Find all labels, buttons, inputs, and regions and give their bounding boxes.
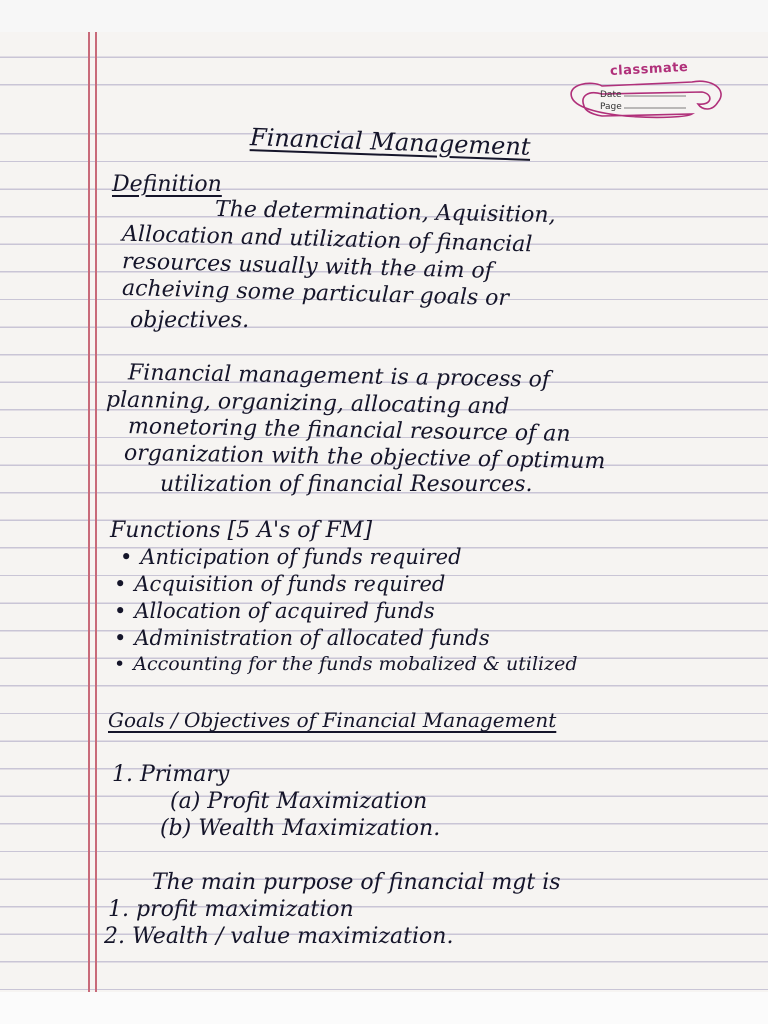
definition-line: objectives.	[130, 308, 250, 333]
function-item-text: Anticipation of funds required	[140, 545, 462, 569]
bullet-icon: •	[114, 626, 127, 650]
function-item-text: Administration of allocated funds	[134, 626, 490, 650]
paragraph-line: Financial management is a process of	[127, 360, 551, 393]
paragraph-line: planning, organizing, allocating and	[105, 387, 510, 420]
margin-line	[95, 32, 97, 992]
classmate-logo	[562, 59, 728, 122]
functions-heading: Functions [5 A's of FM]	[110, 518, 373, 543]
background-top	[0, 0, 768, 32]
function-item-text: Allocation of acquired funds	[134, 599, 435, 623]
paragraph-line: organization with the objective of optimum	[123, 440, 606, 475]
function-item-text: Accounting for the funds mobalized & utilized	[133, 653, 578, 675]
primary-item: (a) Profit Maximization	[170, 789, 428, 814]
goals-heading: Goals / Objectives of Financial Management	[108, 708, 557, 732]
bullet-icon: •	[114, 572, 127, 596]
function-item	[120, 545, 462, 569]
function-item	[114, 653, 578, 675]
function-item	[114, 599, 435, 623]
purpose-item: 1. profit maximization	[108, 897, 354, 922]
definition-line: Allocation and utilization of financial	[121, 221, 533, 258]
date-label: Date	[600, 90, 622, 100]
definition-line: resources usually with the aim of	[121, 249, 494, 284]
definition-line: The determination, Aquisition,	[214, 197, 556, 228]
paragraph-line: utilization of financial Resources.	[160, 472, 533, 497]
logo-frame-icon	[562, 76, 728, 120]
primary-label: 1. Primary	[112, 762, 230, 787]
bullet-icon: •	[114, 653, 126, 675]
bullet-icon: •	[114, 599, 127, 623]
page-label: Page	[600, 102, 622, 112]
purpose-line: The main purpose of financial mgt is	[152, 870, 561, 895]
logo-text: classmate	[609, 59, 689, 80]
background-bottom	[0, 992, 768, 1024]
primary-item: (b) Wealth Maximization.	[160, 816, 441, 841]
function-item	[114, 572, 445, 596]
definition-heading: Definition	[112, 172, 222, 197]
purpose-item: 2. Wealth / value maximization.	[104, 924, 454, 949]
bullet-icon: •	[120, 545, 133, 569]
margin-line	[88, 32, 90, 992]
function-item-text: Acquisition of funds required	[134, 572, 446, 596]
definition-line: acheiving some particular goals or	[121, 275, 510, 312]
function-item	[114, 626, 490, 650]
page-title: Financial Management	[249, 123, 531, 161]
paragraph-line: monetoring the financial resource of an	[127, 414, 571, 447]
